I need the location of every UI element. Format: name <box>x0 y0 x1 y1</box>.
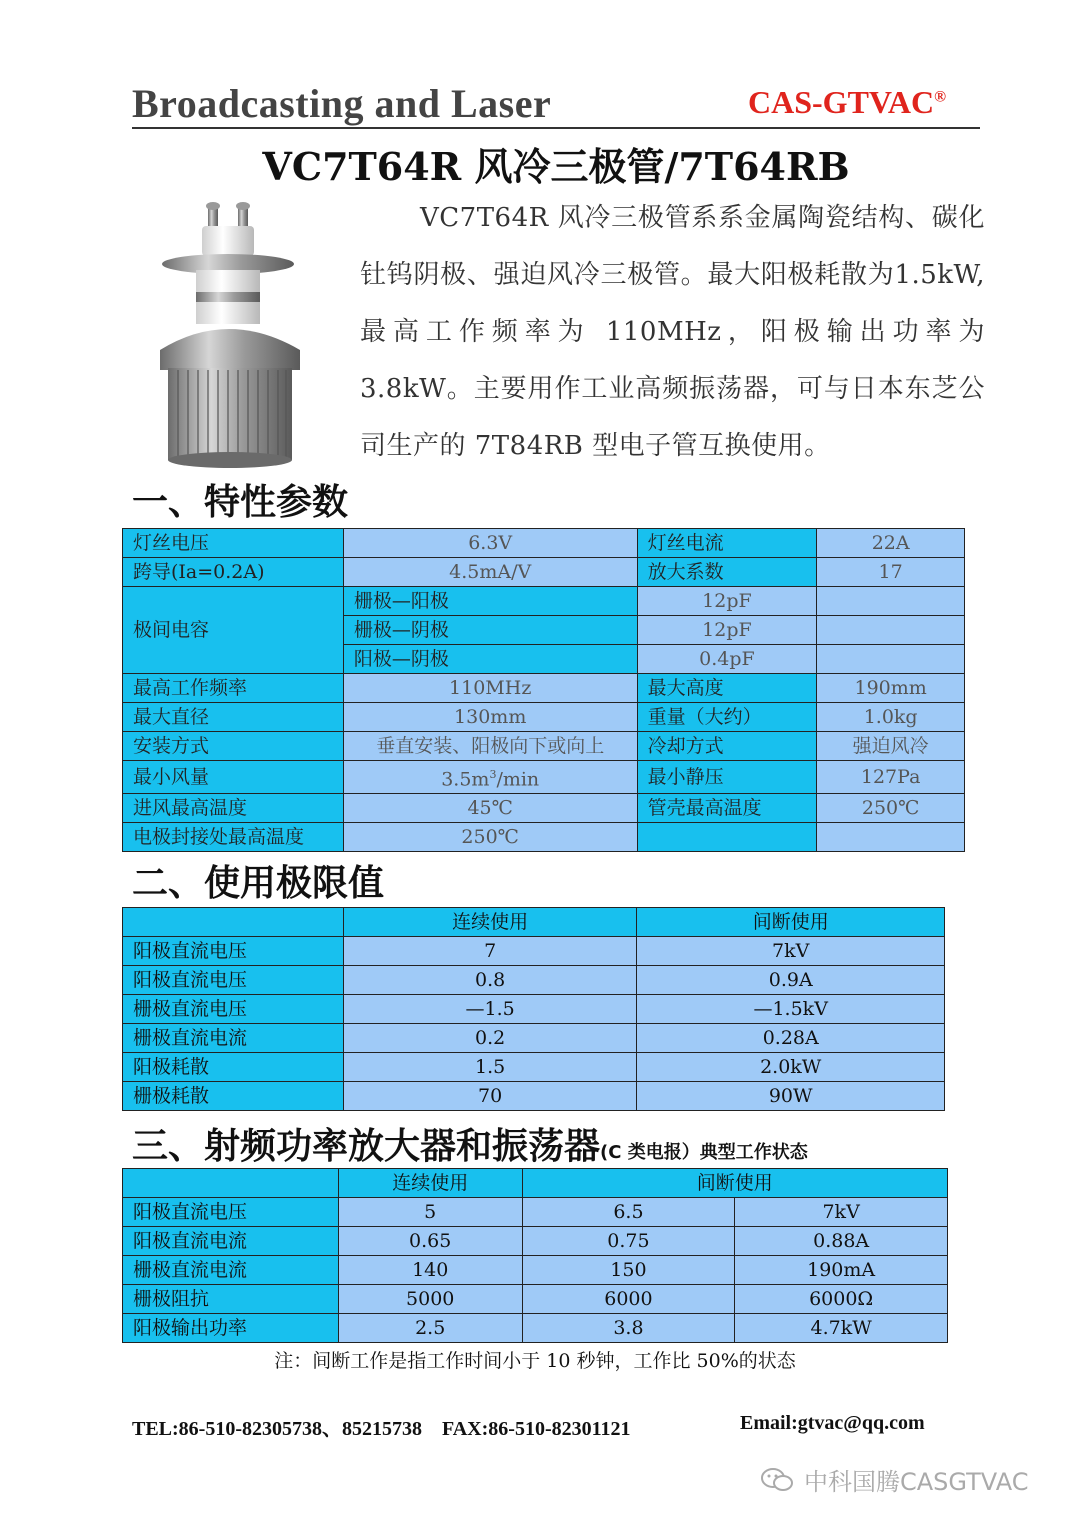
cell-label: 最高工作频率 <box>123 674 344 703</box>
registered-mark: ® <box>934 88 947 106</box>
cell-value: 6000 <box>522 1285 735 1314</box>
wechat-icon <box>760 1466 794 1494</box>
cell-label: 阳极输出功率 <box>123 1314 339 1343</box>
cell-value: 7kV <box>637 937 945 966</box>
brand-name: CAS-GTVAC <box>748 84 935 120</box>
cell-label: 阳极直流电压 <box>123 966 344 995</box>
cell-label: 栅极直流电压 <box>123 995 344 1024</box>
cell-label: 栅极直流电流 <box>123 1256 339 1285</box>
cell-value: 1.0kg <box>817 703 965 732</box>
cell-value: 0.28A <box>637 1024 945 1053</box>
table-row <box>123 703 965 732</box>
cell-label: 灯丝电压 <box>123 529 344 558</box>
cell-value: 0.75 <box>522 1227 735 1256</box>
table-row <box>123 732 965 761</box>
cell-value: 12pF <box>637 587 817 616</box>
header-divider <box>132 127 980 129</box>
cell-value: 150 <box>522 1256 735 1285</box>
cell-label: 重量（大约） <box>637 703 817 732</box>
footer-contact: TEL:86-510-82305738、85215738 FAX:86-510-82301121 <box>132 1418 631 1440</box>
cell-value: 6000Ω <box>735 1285 948 1314</box>
table-row <box>123 937 945 966</box>
cell-label: 进风最高温度 <box>123 794 344 823</box>
cell-value: 7 <box>343 937 637 966</box>
cell-value: 130mm <box>343 703 637 732</box>
cell-value: 2.5 <box>338 1314 522 1343</box>
cell-value: 70 <box>343 1082 637 1111</box>
cell-value: 7kV <box>735 1198 948 1227</box>
cell-value: 垂直安装、阳极向下或向上 <box>343 732 637 761</box>
cell-value: 4.5mA/V <box>343 558 637 587</box>
limits-table <box>122 907 945 1111</box>
table-header-row <box>123 1169 948 1198</box>
cell-empty <box>817 587 965 616</box>
footnote: 注：间断工作是指工作时间小于 10 秒钟，工作比 50%的状态 <box>274 1350 796 1372</box>
cell-value: 强迫风冷 <box>817 732 965 761</box>
cell-value: 12pF <box>637 616 817 645</box>
cell-label: 栅极耗散 <box>123 1082 344 1111</box>
table-row <box>123 1053 945 1082</box>
header-title: Broadcasting and Laser <box>132 81 552 126</box>
cell-empty <box>817 616 965 645</box>
cell-label: 阳极直流电压 <box>123 1198 339 1227</box>
cell-value: 6.3V <box>343 529 637 558</box>
table-row <box>123 1227 948 1256</box>
cell-label: 冷却方式 <box>637 732 817 761</box>
cell-label: 阳极耗散 <box>123 1053 344 1082</box>
cell-value: 250℃ <box>817 794 965 823</box>
cell-value: 250℃ <box>343 823 637 852</box>
cell-empty <box>123 908 344 937</box>
cell-value: 5000 <box>338 1285 522 1314</box>
cell-value: 140 <box>338 1256 522 1285</box>
cell-value: 0.2 <box>343 1024 637 1053</box>
cell-value: 1.5 <box>343 1053 637 1082</box>
table-header-row <box>123 908 945 937</box>
brand-logo <box>748 84 946 121</box>
cell-value: —1.5kV <box>637 995 945 1024</box>
table-row <box>123 794 965 823</box>
page-title: VC7T64R 风冷三极管/7T64RB <box>262 144 850 189</box>
cell-label: 最大高度 <box>637 674 817 703</box>
cell-value: 45℃ <box>343 794 637 823</box>
cell-label: 最小风量 <box>123 761 344 794</box>
cell-label: 安装方式 <box>123 732 344 761</box>
table-row <box>123 674 965 703</box>
cell-value <box>343 761 637 794</box>
cell-label: 栅极—阳极 <box>343 587 637 616</box>
cell-label: 极间电容 <box>123 587 344 674</box>
cell-label: 灯丝电流 <box>637 529 817 558</box>
cell-value: 0.88A <box>735 1227 948 1256</box>
cell-empty <box>817 823 965 852</box>
table-row <box>123 1314 948 1343</box>
watermark-text: 中科国腾CASGTVAC <box>804 1468 1029 1496</box>
table-row <box>123 1082 945 1111</box>
table-row <box>123 587 965 616</box>
table-row <box>123 823 965 852</box>
value-text: 3.5m <box>441 768 490 791</box>
cell-label: 放大系数 <box>637 558 817 587</box>
cell-value: 0.8 <box>343 966 637 995</box>
cell-label: 跨导(Ia=0.2A) <box>123 558 344 587</box>
rf-table <box>122 1168 948 1343</box>
section-heading-rf <box>132 1118 808 1169</box>
cell-label: 栅极直流电流 <box>123 1024 344 1053</box>
cell-value: 90W <box>637 1082 945 1111</box>
cell-value: 110MHz <box>343 674 637 703</box>
cell-label: 栅极—阴极 <box>343 616 637 645</box>
value-superscript: 3 <box>489 768 497 781</box>
table-row <box>123 1024 945 1053</box>
table-row <box>123 1285 948 1314</box>
footer-email: Email:gtvac@qq.com <box>740 1412 925 1434</box>
watermark <box>760 1462 1028 1497</box>
section-subtitle: (C 类电报）典型工作状态 <box>600 1142 808 1163</box>
table-row <box>123 761 965 794</box>
cell-empty <box>637 823 817 852</box>
cell-value: 22A <box>817 529 965 558</box>
cell-label: 最大直径 <box>123 703 344 732</box>
table-row <box>123 995 945 1024</box>
cell-label: 最小静压 <box>637 761 817 794</box>
cell-value: 190mm <box>817 674 965 703</box>
cell-value: 6.5 <box>522 1198 735 1227</box>
cell-label: 管壳最高温度 <box>637 794 817 823</box>
section-heading-limits: 二、使用极限值 <box>132 863 385 904</box>
cell-value: 127Pa <box>817 761 965 794</box>
cell-value: 190mA <box>735 1256 948 1285</box>
cell-label: 阳极直流电压 <box>123 937 344 966</box>
cell-value: 0.9A <box>637 966 945 995</box>
table-row <box>123 1256 948 1285</box>
cell-value: 17 <box>817 558 965 587</box>
cell-value: 4.7kW <box>735 1314 948 1343</box>
table-row <box>123 529 965 558</box>
cell-label: 栅极阻抗 <box>123 1285 339 1314</box>
tube-image <box>140 200 320 470</box>
cell-value: 0.4pF <box>637 645 817 674</box>
table-row <box>123 1198 948 1227</box>
cell-label: 阳极—阴极 <box>343 645 637 674</box>
intro-paragraph: VC7T64R 风冷三极管系系金属陶瓷结构、碳化钍钨阴极、强迫风冷三极管。最大阳极耗散为1.5kW,最高工作频率为 110MHz，阳极输出功率为3.8kW。主要用作工业高频振荡器，可与日本东芝公司生产的 7T84RB 型电子管互换使用。 <box>360 203 985 461</box>
cell-value: 2.0kW <box>637 1053 945 1082</box>
section-heading-characteristics: 一、特性参数 <box>132 482 349 523</box>
cell-value: 3.8 <box>522 1314 735 1343</box>
section-title: 三、射频功率放大器和振荡器 <box>132 1126 601 1167</box>
cell-value: 0.65 <box>338 1227 522 1256</box>
cell-value: 5 <box>338 1198 522 1227</box>
value-unit: /min <box>496 768 540 791</box>
column-header: 连续使用 <box>338 1169 522 1198</box>
cell-empty <box>123 1169 339 1198</box>
column-header: 间断使用 <box>637 908 945 937</box>
cell-label: 电极封接处最高温度 <box>123 823 344 852</box>
table-row <box>123 558 965 587</box>
column-header: 连续使用 <box>343 908 637 937</box>
cell-label: 阳极直流电流 <box>123 1227 339 1256</box>
characteristics-table <box>122 528 965 852</box>
column-header: 间断使用 <box>522 1169 947 1198</box>
table-row <box>123 966 945 995</box>
cell-value: —1.5 <box>343 995 637 1024</box>
cell-empty <box>817 645 965 674</box>
